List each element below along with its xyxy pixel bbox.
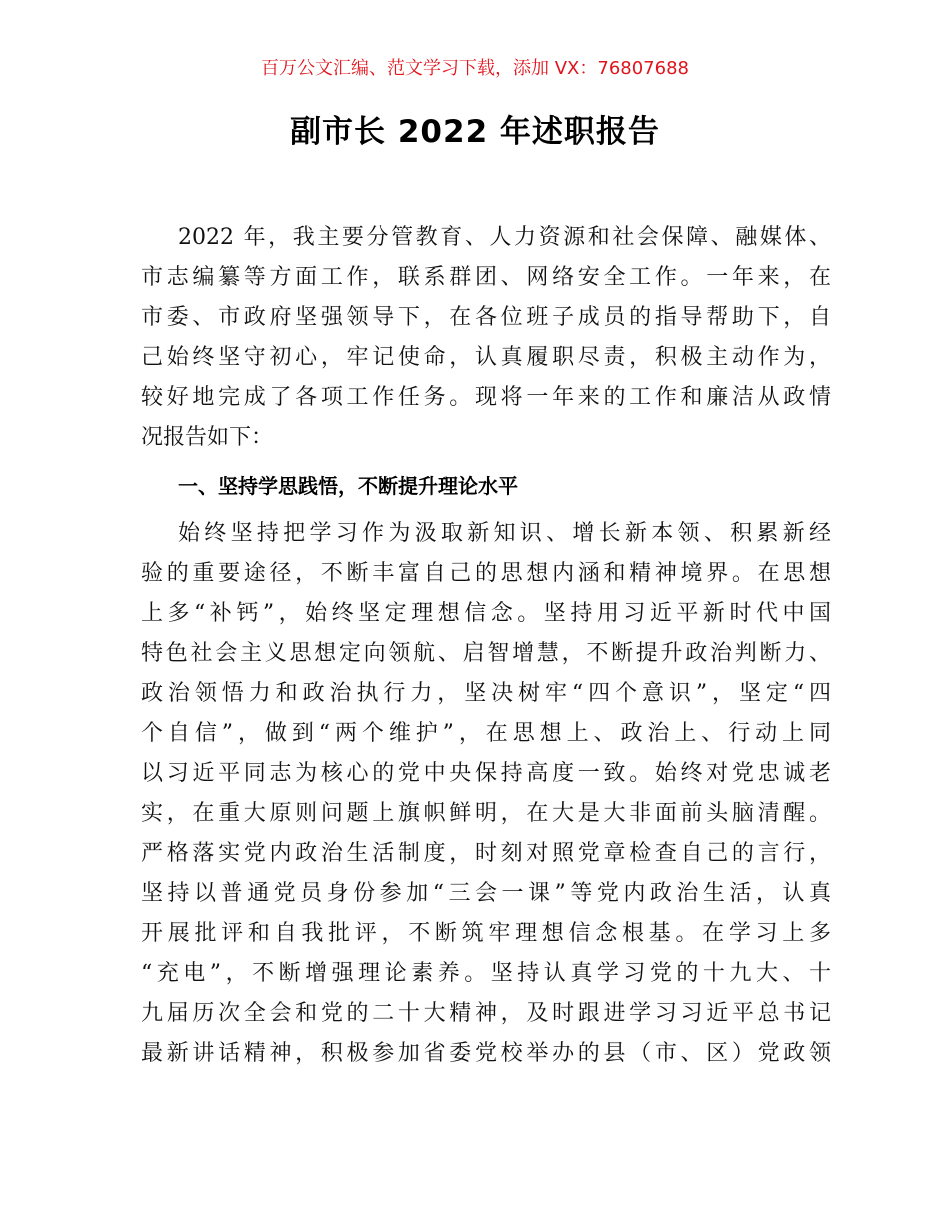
section-paragraph xyxy=(141,514,831,1074)
paragraph-line: 实，在重大原则问题上旗帜鲜明，在大是大非面前头脑清醒。 xyxy=(141,801,831,826)
paragraph-line: 市志编纂等方面工作，联系群团、网络安全工作。一年来，在 xyxy=(141,265,831,290)
watermark-banner: 百万公文汇编、范文学习下载，添加 VX：76807688 xyxy=(261,58,689,79)
paragraph-line: 开展批评和自我批评，不断筑牢理想信念根基。在学习上多 xyxy=(141,921,831,946)
paragraph-line: 市委、市政府坚强领导下，在各位班子成员的指导帮助下，自 xyxy=(141,305,831,330)
section-heading: 一、坚持学思践悟，不断提升理论水平 xyxy=(178,474,518,498)
intro-paragraph xyxy=(141,218,831,458)
paragraph-line: 况报告如下： xyxy=(141,425,274,450)
paragraph-line: 政治领悟力和政治执行力，坚决树牢“四个意识”，坚定“四 xyxy=(141,681,831,706)
page-title: 副市长 2022 年述职报告 xyxy=(290,114,660,150)
paragraph-line: 特色社会主义思想定向领航、启智增慧，不断提升政治判断力、 xyxy=(141,641,831,666)
document-body xyxy=(141,218,831,1074)
paragraph-line: 验的重要途径，不断丰富自己的思想内涵和精神境界。在思想 xyxy=(141,561,831,586)
paragraph-line: “充电”，不断增强理论素养。坚持认真学习党的十九大、十 xyxy=(141,961,831,986)
paragraph-line: 个自信”，做到“两个维护”，在思想上、政治上、行动上同 xyxy=(141,721,831,746)
paragraph-line: 九届历次全会和党的二十大精神，及时跟进学习习近平总书记 xyxy=(141,1001,831,1026)
paragraph-line: 严格落实党内政治生活制度，时刻对照党章检查自己的言行， xyxy=(141,841,831,866)
paragraph-line: 2022 年，我主要分管教育、人力资源和社会保障、融媒体、 xyxy=(178,225,831,250)
paragraph-line: 己始终坚守初心，牢记使命，认真履职尽责，积极主动作为， xyxy=(141,345,831,370)
paragraph-line: 始终坚持把学习作为汲取新知识、增长新本领、积累新经 xyxy=(178,521,831,546)
paragraph-line: 较好地完成了各项工作任务。现将一年来的工作和廉洁从政情 xyxy=(141,385,831,410)
paragraph-line: 最新讲话精神，积极参加省委党校举办的县（市、区）党政领 xyxy=(141,1041,831,1066)
paragraph-line: 以习近平同志为核心的党中央保持高度一致。始终对党忠诚老 xyxy=(141,761,831,786)
paragraph-line: 坚持以普通党员身份参加“三会一课”等党内政治生活，认真 xyxy=(141,881,831,906)
paragraph-line: 上多“补钙”，始终坚定理想信念。坚持用习近平新时代中国 xyxy=(141,601,831,626)
